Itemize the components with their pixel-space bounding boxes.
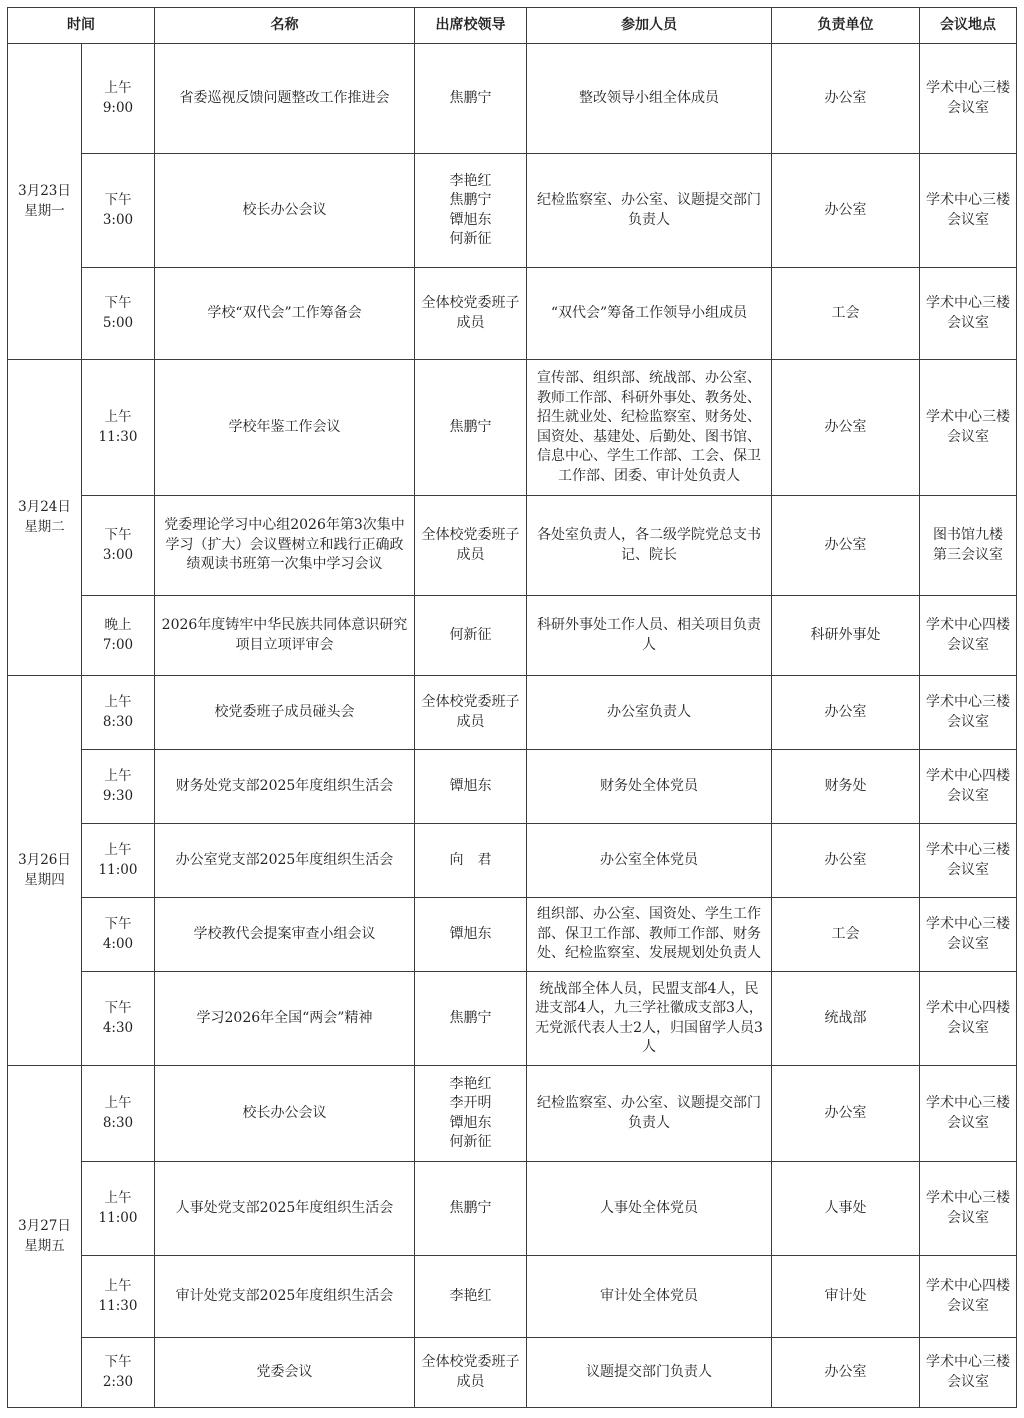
table-row: [8, 496, 1017, 596]
time-cell: 下午 4:00: [82, 898, 155, 972]
leader-cell: 向 君: [415, 824, 527, 898]
name-cell: 党委会议: [155, 1338, 415, 1408]
name-cell: 学习2026年全国“两会”精神: [155, 972, 415, 1066]
participants-cell: 办公室全体党员: [527, 824, 772, 898]
unit-cell: 办公室: [772, 44, 920, 154]
leader-cell: 焦鹏宁: [415, 1162, 527, 1256]
unit-cell: 科研外事处: [772, 596, 920, 676]
header-unit: 负责单位: [772, 8, 920, 44]
name-cell: 校长办公会议: [155, 154, 415, 268]
location-cell: 学术中心四楼 会议室: [920, 596, 1017, 676]
name-cell: 校长办公会议: [155, 1066, 415, 1162]
unit-cell: 审计处: [772, 1256, 920, 1338]
table-row: [8, 268, 1017, 360]
table-row: [8, 154, 1017, 268]
participants-cell: 纪检监察室、办公室、议题提交部门 负责人: [527, 1066, 772, 1162]
name-cell: 省委巡视反馈问题整改工作推进会: [155, 44, 415, 154]
time-cell: 上午 9:30: [82, 750, 155, 824]
meeting-schedule-table: [7, 7, 1017, 1408]
name-cell: 学校教代会提案审查小组会议: [155, 898, 415, 972]
date-cell: 3月27日 星期五: [8, 1066, 82, 1408]
leader-cell: 全体校党委班子 成员: [415, 268, 527, 360]
unit-cell: 办公室: [772, 1338, 920, 1408]
name-cell: 办公室党支部2025年度组织生活会: [155, 824, 415, 898]
unit-cell: 财务处: [772, 750, 920, 824]
header-name: 名称: [155, 8, 415, 44]
participants-cell: 统战部全体人员，民盟支部4人，民 进支部4人，九三学社徽成支部3人， 无党派代表人士2人，归国留学人员3 人: [527, 972, 772, 1066]
participants-cell: 议题提交部门负责人: [527, 1338, 772, 1408]
header-row: [8, 8, 1017, 44]
table-row: [8, 750, 1017, 824]
unit-cell: 办公室: [772, 676, 920, 750]
participants-cell: 整改领导小组全体成员: [527, 44, 772, 154]
location-cell: 学术中心三楼 会议室: [920, 154, 1017, 268]
leader-cell: 焦鹏宁: [415, 44, 527, 154]
participants-cell: 科研外事处工作人员、相关项目负责 人: [527, 596, 772, 676]
location-cell: 学术中心三楼 会议室: [920, 268, 1017, 360]
name-cell: 财务处党支部2025年度组织生活会: [155, 750, 415, 824]
time-cell: 上午 11:30: [82, 360, 155, 496]
unit-cell: 人事处: [772, 1162, 920, 1256]
participants-cell: 审计处全体党员: [527, 1256, 772, 1338]
participants-cell: 财务处全体党员: [527, 750, 772, 824]
leader-cell: 全体校党委班子 成员: [415, 1338, 527, 1408]
header-time: 时间: [8, 8, 155, 44]
leader-cell: 全体校党委班子 成员: [415, 676, 527, 750]
table-row: [8, 898, 1017, 972]
table-row: [8, 824, 1017, 898]
table-row: [8, 676, 1017, 750]
name-cell: 校党委班子成员碰头会: [155, 676, 415, 750]
leader-cell: 焦鹏宁: [415, 360, 527, 496]
leader-cell: 李艳红 李开明 镡旭东 何新征: [415, 1066, 527, 1162]
header-participants: 参加人员: [527, 8, 772, 44]
table-row: [8, 596, 1017, 676]
schedule-body: [8, 44, 1017, 1408]
participants-cell: 宣传部、组织部、统战部、办公室、 教师工作部、科研外事处、教务处、 招生就业处、纪检监察室、财务处、 国资处、基建处、后勤处、图书馆、 信息中心、学生工作部、工会、保卫 工作部、团委、审计处负责人: [527, 360, 772, 496]
leader-cell: 何新征: [415, 596, 527, 676]
time-cell: 上午 8:30: [82, 676, 155, 750]
participants-cell: 各处室负责人，各二级学院党总支书 记、院长: [527, 496, 772, 596]
leader-cell: 全体校党委班子 成员: [415, 496, 527, 596]
location-cell: 学术中心三楼 会议室: [920, 898, 1017, 972]
participants-cell: “双代会”筹备工作领导小组成员: [527, 268, 772, 360]
name-cell: 审计处党支部2025年度组织生活会: [155, 1256, 415, 1338]
location-cell: 学术中心三楼 会议室: [920, 1338, 1017, 1408]
participants-cell: 纪检监察室、办公室、议题提交部门 负责人: [527, 154, 772, 268]
location-cell: 学术中心三楼 会议室: [920, 824, 1017, 898]
leader-cell: 李艳红 焦鹏宁 镡旭东 何新征: [415, 154, 527, 268]
table-row: [8, 44, 1017, 154]
time-cell: 晚上 7:00: [82, 596, 155, 676]
unit-cell: 工会: [772, 898, 920, 972]
name-cell: 学校年鉴工作会议: [155, 360, 415, 496]
participants-cell: 办公室负责人: [527, 676, 772, 750]
location-cell: 学术中心三楼 会议室: [920, 676, 1017, 750]
unit-cell: 办公室: [772, 824, 920, 898]
time-cell: 上午 11:30: [82, 1256, 155, 1338]
participants-cell: 人事处全体党员: [527, 1162, 772, 1256]
unit-cell: 统战部: [772, 972, 920, 1066]
table-row: [8, 1338, 1017, 1408]
location-cell: 学术中心四楼 会议室: [920, 1256, 1017, 1338]
time-cell: 上午 11:00: [82, 1162, 155, 1256]
name-cell: 人事处党支部2025年度组织生活会: [155, 1162, 415, 1256]
name-cell: 2026年度铸牢中华民族共同体意识研究 项目立项评审会: [155, 596, 415, 676]
table-row: [8, 1256, 1017, 1338]
table-row: [8, 1066, 1017, 1162]
unit-cell: 办公室: [772, 154, 920, 268]
location-cell: 学术中心四楼 会议室: [920, 750, 1017, 824]
unit-cell: 工会: [772, 268, 920, 360]
location-cell: 学术中心三楼 会议室: [920, 44, 1017, 154]
table-row: [8, 972, 1017, 1066]
date-cell: 3月24日 星期二: [8, 360, 82, 676]
time-cell: 上午 11:00: [82, 824, 155, 898]
unit-cell: 办公室: [772, 1066, 920, 1162]
time-cell: 上午 8:30: [82, 1066, 155, 1162]
time-cell: 下午 5:00: [82, 268, 155, 360]
time-cell: 下午 3:00: [82, 496, 155, 596]
header-location: 会议地点: [920, 8, 1017, 44]
date-cell: 3月23日 星期一: [8, 44, 82, 360]
date-cell: 3月26日 星期四: [8, 676, 82, 1066]
name-cell: 学校“双代会”工作筹备会: [155, 268, 415, 360]
participants-cell: 组织部、办公室、国资处、学生工作 部、保卫工作部、教师工作部、财务 处、纪检监察室、发展规划处负责人: [527, 898, 772, 972]
location-cell: 学术中心四楼 会议室: [920, 972, 1017, 1066]
time-cell: 下午 4:30: [82, 972, 155, 1066]
header-leader: 出席校领导: [415, 8, 527, 44]
leader-cell: 李艳红: [415, 1256, 527, 1338]
leader-cell: 镡旭东: [415, 750, 527, 824]
name-cell: 党委理论学习中心组2026年第3次集中 学习（扩大）会议暨树立和践行正确政 绩观读书班第一次集中学习会议: [155, 496, 415, 596]
time-cell: 上午 9:00: [82, 44, 155, 154]
location-cell: 学术中心三楼 会议室: [920, 1066, 1017, 1162]
time-cell: 下午 2:30: [82, 1338, 155, 1408]
table-row: [8, 1162, 1017, 1256]
location-cell: 图书馆九楼 第三会议室: [920, 496, 1017, 596]
unit-cell: 办公室: [772, 496, 920, 596]
time-cell: 下午 3:00: [82, 154, 155, 268]
unit-cell: 办公室: [772, 360, 920, 496]
table-row: [8, 360, 1017, 496]
location-cell: 学术中心三楼 会议室: [920, 360, 1017, 496]
leader-cell: 焦鹏宁: [415, 972, 527, 1066]
leader-cell: 镡旭东: [415, 898, 527, 972]
location-cell: 学术中心三楼 会议室: [920, 1162, 1017, 1256]
